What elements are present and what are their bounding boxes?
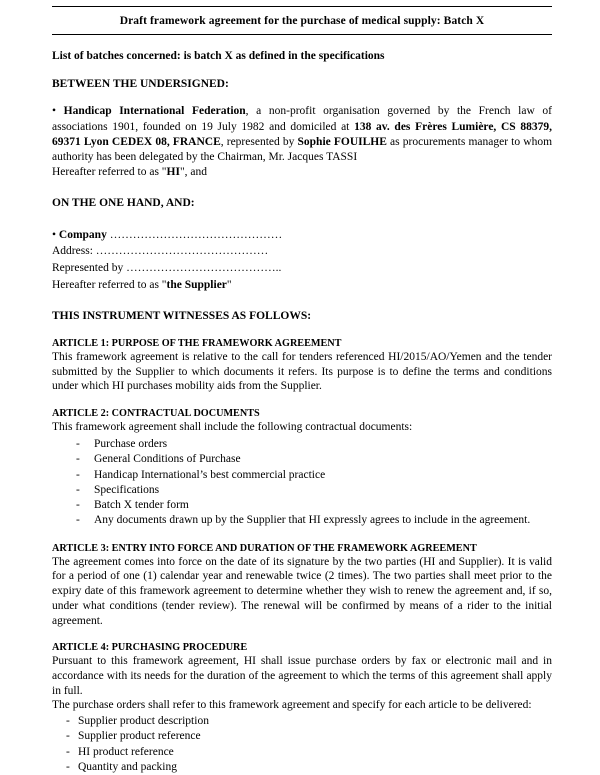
party-two-company-dots: ………………………………………	[106, 228, 283, 241]
party-one-address: 138 av. des Frères Lumière, CS 88379, 69371 Lyon CEDEX 08, FRANCE	[52, 120, 552, 148]
article-1-number: ARTICLE 1:	[52, 337, 110, 349]
party-one-representative: Sophie FOUILHE	[297, 135, 387, 148]
dash-marker: -	[76, 514, 80, 527]
dash-marker: -	[66, 730, 70, 743]
article-4-body-2: The purchase orders shall refer to this framework agreement and specify for each article to be delivered:	[52, 699, 532, 712]
dash-marker: -	[66, 761, 70, 774]
party-one-hereafter-pre: Hereafter referred to as "	[52, 166, 167, 179]
party-two-represented-line: Represented by …………………………………..	[52, 261, 282, 274]
list-item-label: Specifications	[94, 483, 160, 496]
list-item-label: Quantity and packing	[78, 761, 178, 774]
article-2-document-list	[52, 437, 552, 529]
document-title-box	[52, 6, 552, 35]
article-3-body: The agreement comes into force on the date of its signature by the two parties (HI and Supplier). It is valid for a period of one (1) calendar year and renewable twice (2 times). The two parties shall meet prior to the expiry date of this framework agreement to determine whether they wish to renew the agreement and, if so, under what conditions (tender review). The renewal will be confirmed by means of a rider to the initial agreement.	[52, 555, 552, 627]
party-two-hereafter-post: "	[226, 278, 232, 291]
article-3-title: ENTRY INTO FORCE AND DURATION OF THE FRAMEWORK AGREEMENT	[111, 542, 477, 554]
article-4-heading	[52, 641, 552, 654]
list-item-label: Purchase orders	[94, 437, 168, 450]
article-2-body: This framework agreement shall include the following contractual documents:	[52, 421, 413, 434]
batches-concerned-line: List of batches concerned: is batch X as defined in the specifications	[52, 50, 385, 62]
dash-marker: -	[76, 483, 80, 496]
party-two-bullet: •	[52, 228, 57, 241]
list-item	[52, 452, 552, 467]
party-one-text-2: , represented by	[220, 135, 298, 148]
dash-marker: -	[66, 715, 70, 728]
dash-marker: -	[76, 468, 80, 481]
article-3-heading	[52, 542, 552, 555]
article-1-title: PURPOSE OF THE FRAMEWORK AGREEMENT	[111, 337, 342, 349]
party-two-hereafter	[52, 277, 552, 294]
party-two-hereafter-term: the Supplier	[166, 278, 227, 291]
article-1-body: This framework agreement is relative to the call for tenders referenced HI/2015/AO/Yemen and the tender submitted by the Supplier to which documents it refers. Its purpose is to define the terms and conditions under which HI purchases mobility aids from the Supplier.	[52, 351, 552, 393]
list-item	[52, 498, 552, 513]
party-two-address-line: Address: ………………………………………	[52, 245, 269, 258]
between-undersigned-heading: BETWEEN THE UNDERSIGNED:	[52, 77, 229, 90]
list-item	[52, 760, 552, 775]
article-2-title: CONTRACTUAL DOCUMENTS	[111, 408, 260, 420]
party-one-hereafter-term: HI	[166, 166, 180, 179]
list-item	[52, 483, 552, 498]
article-4-number: ARTICLE 4:	[52, 642, 110, 654]
list-item-label: General Conditions of Purchase	[94, 453, 241, 466]
dash-marker: -	[66, 745, 70, 758]
list-item-label: Any documents drawn up by the Supplier that HI expressly agrees to include in the agreement.	[94, 514, 531, 527]
article-2-heading	[52, 407, 552, 420]
list-item-label: Batch X tender form	[94, 499, 189, 512]
list-item	[52, 468, 552, 483]
list-item-label: Supplier product description	[78, 715, 209, 728]
witnesses-heading: THIS INSTRUMENT WITNESSES AS FOLLOWS:	[52, 310, 312, 323]
article-2-number: ARTICLE 2:	[52, 408, 110, 420]
list-item	[52, 714, 552, 729]
article-4-title: PURCHASING PROCEDURE	[111, 642, 248, 654]
party-two-company-label: Company	[58, 228, 107, 241]
list-item-label: Supplier product reference	[78, 730, 201, 743]
list-item	[52, 745, 552, 760]
article-4-body: Pursuant to this framework agreement, HI shall issue purchase orders by fax or electronic mail and in accordance with its needs for the duration of the agreement to which the terms of this agreement shall apply in full.	[52, 655, 552, 697]
list-item	[52, 437, 552, 452]
party-one-text-1: , a non-profit organisation governed by the French law of associations 1901, founded on 19 July 1982 and domiciled at	[52, 105, 552, 133]
dash-marker: -	[76, 499, 80, 512]
list-item	[52, 729, 552, 744]
one-hand-heading: ON THE ONE HAND, AND:	[52, 196, 195, 209]
party-one-hereafter-post: ", and	[179, 166, 207, 179]
party-two-hereafter-pre: Hereafter referred to as "	[52, 278, 167, 291]
party-one-name: Handicap International Federation	[63, 105, 246, 118]
dash-marker: -	[76, 437, 80, 450]
party-one-hereafter	[52, 165, 552, 180]
dash-marker: -	[76, 453, 80, 466]
article-4-order-details-list	[52, 714, 552, 775]
party-one-paragraph	[52, 104, 552, 165]
party-one-bullet: •	[52, 105, 57, 118]
list-item-label: HI product reference	[78, 745, 174, 758]
article-3-number: ARTICLE 3:	[52, 542, 110, 554]
party-two-company-line	[52, 227, 552, 244]
list-item-label: Handicap International’s best commercial practice	[94, 468, 326, 481]
list-item	[52, 513, 552, 528]
article-1-heading	[52, 337, 552, 350]
page-title: Draft framework agreement for the purchase of medical supply: Batch X	[119, 15, 485, 27]
party-one-text-3: as procurements manager to whom authority has been delegated by the Chairman, Mr. Jacques TASSI	[52, 135, 553, 163]
